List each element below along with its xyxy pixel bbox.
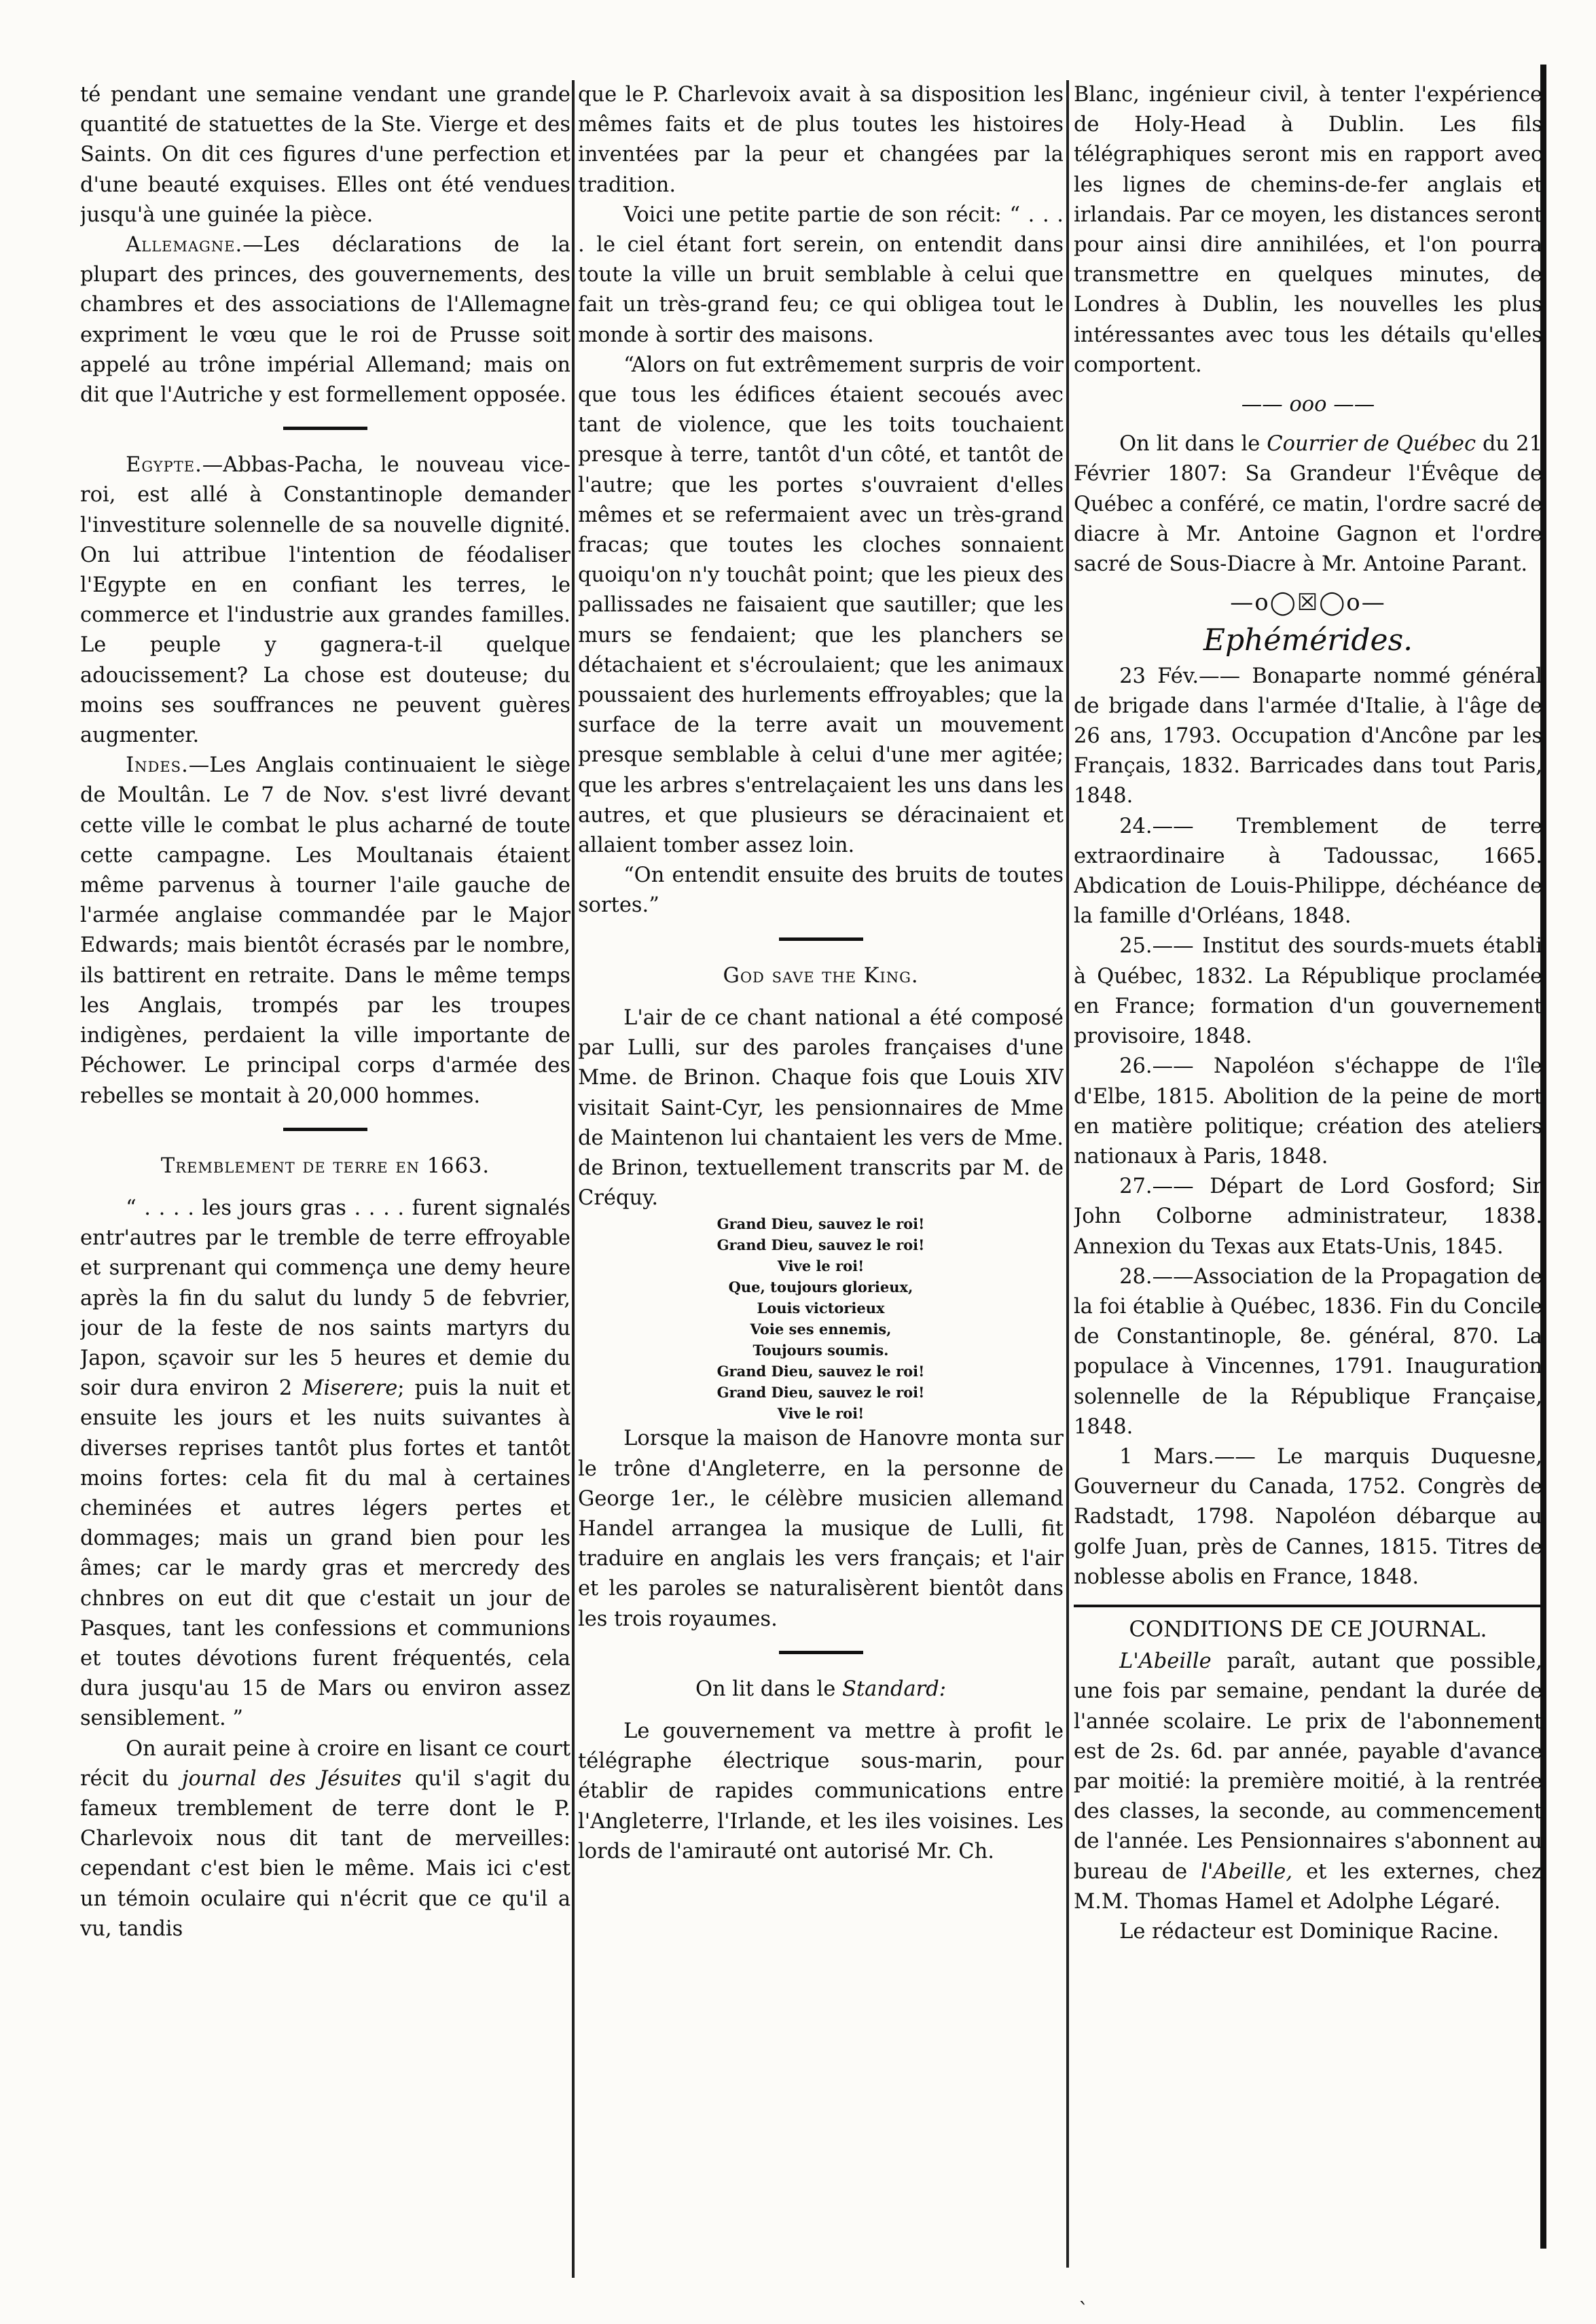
paragraph-egypte-text: —Abbas-Pacha, le nouveau vice-roi, est allé à Constantinople demander l'investiture solennelle de sa nouvelle dignité. On lui attribue l'intention de féodaliser l'Egypte en en confiant les terres, le commerce et l'industrie aux grandes familles. Le peuple y gagnera-t-il quelque adoucissement? La chose est douteuse; du moins ses souffrances ne peuvent guères augmenter. [80,453,570,748]
paragraph-blanc: Blanc, ingénieur civil, à tenter l'expérience de Holy-Head à Dublin. Les fils télégraphiques seront mis en rapport avec les lignes de chemins-de-fer anglais et irlandais. Par ce moyen, les distances seront pour ainsi dire annihilées, et l'on pourra transmettre en quelques minutes, de Londres à Dublin, les nouvelles les plus intéressantes avec tous les détails qu'elles comportent. [1074,83,1542,377]
separator-rule [1074,1605,1542,1607]
ephemeride-entry: 1 Mars.—— Le marquis Duquesne, Gouverneur du Canada, 1752. Congrès de Radstadt, 1798. Napoléon débarque au golfe Juan, près de Cannes, 1815. Titres de noblesse abolis en France, 1848. [1074,1444,1542,1589]
paragraph-surprise: “Alors on fut extrêmement surpris de voir que tous les édifices étaient secoués avec tant de violence, que les toits touchaient presque à terre, tantôt d'un côté, et tantôt de l'autre; que les portes s'ouvraient d'elles mêmes et se refermaient avec un très-grand fracas; que toutes les cloches sonnaient quoiqu'on n'y touchât point; que les pieux des pallissades ne faisaient que sautiller; que les murs se fendaient; que les planchers se détachaient et s'écroulaient; que les animaux poussaient des hurlements effroyables; que la surface de la terre avait un mouvement presque semblable à celui d'une mer agitée; que les arbres s'entrelaçaient les uns dans les autres, et que plusieurs se déracinaient et allaient tomber assez loin. [578,353,1064,858]
paragraph-lulli: L'air de ce chant national a été composé par Lulli, sur des paroles françaises d'une Mme. de Brinon. Chaque fois que Louis XIV visitait Saint-Cyr, les pensionnaires de Mme de Maintenon lui chantaient les vers de Mme. de Brinon, textuellement transcrits par M. de Créquy. [578,1005,1064,1211]
paragraph-charlevoix [80,1734,570,1944]
column-rule-1 [572,80,575,2278]
ephemeride-entry: 28.——Association de la Propagation de la foi établie à Québec, 1836. Fin du Concile de Constantinople, 8e. général, 870. La populace à Vincennes, 1791. Inauguration solennelle de la République Française, 1848. [1074,1264,1542,1439]
ephemeride-entry: 25.—— Institut des sourds-muets établi à Québec, 1832. La République proclamée en France; formation d'un gouvernement provisoire, 1848. [1074,934,1542,1049]
paragraph-recit: Voici une petite partie de son récit: “ . . . . le ciel étant fort serein, on entendit dans toute la ville un bruit semblable à celui que fait un très-grand feu; ce qui obligea tout le monde à sortir des maisons. [578,202,1064,347]
poem-line: Vive le roi! [777,1405,865,1423]
charlevoix-text-b: qu'il s'agit du fameux tremblement de terre dont le P. Charlevoix nous dit tant de merveilles: cependant c'est bien le même. Mais ici c'est un témoin oculaire qui n'écrit que ce qu'il a vu, tandis [80,1766,570,1941]
ornament-ooo: —— ooo —— [1241,393,1375,417]
poem-line: Voie ses ennemis, [750,1321,892,1338]
separator-rule [283,1128,367,1131]
column-2 [578,80,1064,2237]
quote-text-a: “ . . . . les jours gras . . . . furent signalés entr'autres par le tremble de terre effroyable et surprenant qui commença une demy heure après la fin du salut du lundy 5 de febvrier, jour de la feste de nos saints martyrs du Japon, sçavoir sur les 5 heures et demie du soir dura environ 2 [80,1196,570,1401]
separator-rule [283,427,367,430]
quote-text-b: ; puis la nuit et ensuite les jours et les nuits suivantes à diverses reprises tantôt plus fortes et tantôt moins fortes: cela fit du mal à certaines cheminées et autres légers pertes et dommages; mais un grand bien pour les âmes; car le mardy gras et mercredy des chnbres on eut dit que c'estait un jour de Pasques, tant les confessions et communions et toutes dévotions furent fréquentés, cela dura jusqu'au 15 de Mars ou environ assez sensiblement. ” [80,1376,570,1731]
poem-block [578,1213,1064,1424]
ornament-divider: —o◯☒◯o— [1230,589,1386,617]
column-3 [1074,80,1542,2237]
paragraph-indes [80,751,570,1111]
paragraph-allemagne-text: —Les déclarations de la plupart des princes, des gouvernements, des chambres et des associations de l'Allemagne expriment le vœu que le roi de Prusse soit appelé au trône impérial Allemand; mais on dit que l'Autriche y est formellement opposée. [80,233,570,408]
poem-line: Grand Dieu, sauvez le roi! [717,1215,925,1233]
heading-tremblement: Tremblement de terre en 1663. [160,1154,490,1178]
ephemeride-entry: 24.—— Tremblement de terre extraordinaire à Tadoussac, 1665. Abdication de Louis-Philippe, déchéance de la famille d'Orléans, 1848. [1074,814,1542,929]
conditions-text-b: et les externes, chez M.M. Thomas Hamel et Adolphe Légaré. [1074,1859,1542,1914]
heading-standard [578,1675,1064,1704]
conditions-text-a: paraît, autant que possible, une fois par semaine, pendant la durée de l'année scolaire. Le prix de l'abonnement est de 2s. 6d. par année, payable d'avance par moitié: la première moitié, à la rentrée des classes, la seconde, au commencement de l'année. Les Pensionnaires s'abonnent au bureau de [1074,1649,1542,1884]
courrier-text-a: On lit dans le [1119,432,1261,457]
heading-god-save-the-king: God save the King. [723,963,919,988]
ephemeride-entry: 27.—— Départ de Lord Gosford; Sir John Colborne administrateur, 1838. Annexion du Texas aux Etats-Unis, 1845. [1074,1175,1542,1259]
standard-title: Standard: [841,1677,947,1701]
heading-ephemerides: Ephémérides. [1203,623,1413,658]
section-label-indes: Indes. [126,753,189,778]
poem-line: Toujours soumis. [752,1342,889,1359]
separator-rule [779,937,863,941]
poem-line: Grand Dieu, sauvez le roi! [717,1384,925,1401]
poem-line: Grand Dieu, sauvez le roi! [717,1363,925,1380]
paragraph-allemagne [80,230,570,410]
courrier-text-b: du 21 Février 1807: Sa Grandeur l'Évêque de Québec a conféré, ce matin, l'ordre sacré de diacre à Mr. Antoine Gagnon et l'ordre sacré de Sous-Diacre à Mr. Antoine Parant. [1074,432,1542,577]
poem-line: Grand Dieu, sauvez le roi! [717,1236,925,1254]
poem-line: Vive le roi! [777,1257,865,1275]
quote-miserere: Miserere [302,1376,398,1401]
column-1 [80,80,570,2237]
standard-label: On lit dans le [695,1677,836,1701]
heading-conditions: CONDITIONS DE CE JOURNAL. [1129,1615,1487,1642]
poem-line: Que, toujours glorieux, [728,1279,913,1296]
paragraph-bruits: “On entendit ensuite des bruits de toutes sortes.” [578,863,1064,918]
paragraph-conditions [1074,1647,1542,1917]
paragraph-indes-text: —Les Anglais continuaient le siège de Moultân. Le 7 de Nov. s'est livré devant cette ville le combat le plus acharné de toute cette campagne. Les Moultanais étaient même parvenus à tourner l'aile gauche de l'armée anglaise commandée par le Major Edwards; mais bientôt écrasés par le nombre, ils battirent en retraite. Dans le même temps les Anglais, trompés par les troupes indigènes, perdaient la ville importante de Péchower. Le principal corps d'armée des rebelles se montait à 20,000 hommes. [80,753,570,1108]
section-label-allemagne: Allemagne. [126,233,243,257]
paragraph-telegraphe: Le gouvernement va mettre à profit le télégraphe électrique sous-marin, pour établir de rapides communications entre l'Angleterre, l'Irlande, et les iles voisines. Les lords de l'amirauté ont autorisé Mr. Ch. [578,1719,1064,1863]
print-mark: ` [1078,2299,1089,2323]
paragraph-redacteur: Le rédacteur est Dominique Racine. [1119,1919,1500,1944]
paragraph-quote-jesuites [80,1194,570,1734]
paragraph-continued: que le P. Charlevoix avait à sa disposition les mêmes faits et de plus toutes les histoires inventées par la peur et changées par la tradition. [578,83,1064,197]
ephemeride-entry: 26.—— Napoléon s'échappe de l'île d'Elbe, 1815. Abolition de la peine de mort en matière politique; création des ateliers nationaux à Paris, 1848. [1074,1054,1542,1168]
poem-line: Louis victorieux [757,1300,885,1317]
ephemeride-entry: 23 Fév.—— Bonaparte nommé général de brigade dans l'armée d'Italie, à l'âge de 26 ans, 1793. Occupation d'Ancône par les Français, 1832. Barricades dans tout Paris, 1848. [1074,664,1542,808]
paragraph-hanovre: Lorsque la maison de Hanovre monta sur le trône d'Angleterre, en la personne de George 1er., le célèbre musicien allemand Handel arrangea la musique de Lulli, fit traduire en anglais les vers français; et l'air et les paroles se naturalisèrent bientôt dans les trois royaumes. [578,1427,1064,1631]
paragraph-egypte [80,450,570,751]
column-rule-2 [1066,80,1069,2268]
section-label-egypte: Egypte. [126,453,202,478]
courrier-title: Courrier de Québec [1267,432,1476,457]
paragraph-statuettes: té pendant une semaine vendant une grande quantité de statuettes de la Ste. Vierge et des Saints. On dit ces figures d'une perfection et d'une beauté exquises. Elles ont été vendues jusqu'à une guinée la pièce. [80,83,570,227]
charlevoix-journal-title: journal des Jésuites [182,1766,402,1791]
abeille-title: L'Abeille [1119,1649,1212,1674]
paragraph-courrier [1074,429,1542,579]
separator-rule [779,1651,863,1654]
charlevoix-text-a: On aurait peine à croire en lisant ce court récit du [80,1736,570,1791]
abeille-title-2: l'Abeille, [1201,1859,1293,1884]
